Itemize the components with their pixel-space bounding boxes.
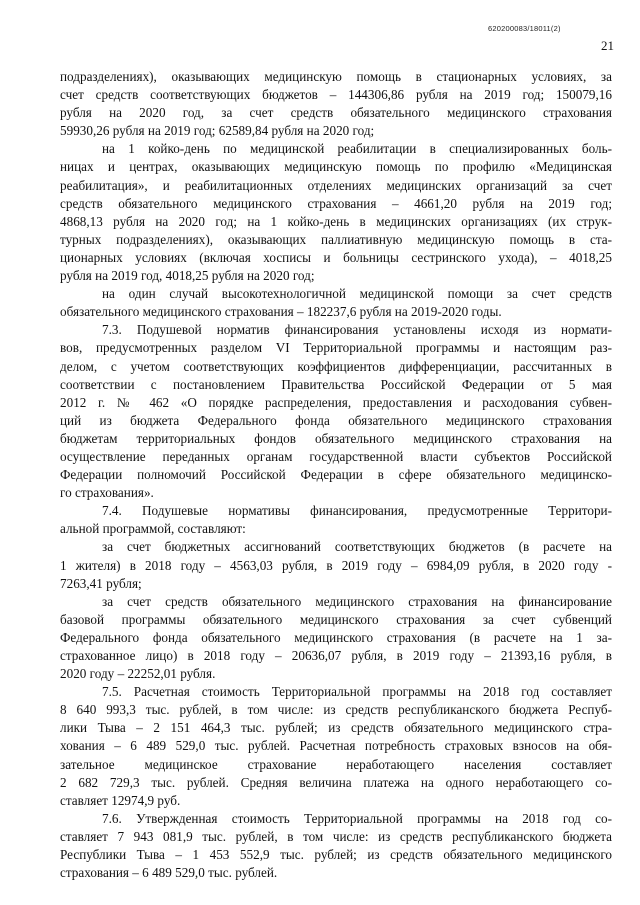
text-line: на 1 койко-день по медицинской реабилитации в специализированных боль- (102, 141, 612, 157)
text-line: го страхования». (60, 485, 154, 501)
text-line: 2020 году – 22252,01 рубля. (60, 666, 216, 682)
text-line: страхования – 6 489 529,0 тыс. рублей. (60, 865, 278, 881)
text-line: на один случай высокотехнологичной медицинской помощи за счет средств (102, 286, 612, 302)
text-line: реабилитация», и реабилитационных отделениях медицинских организаций за счет (60, 177, 612, 193)
text-line: 7.3. Подушевой норматив финансирования установлены исходя из нормати- (102, 322, 612, 338)
text-line: 4868,13 рубля на 2020 год; на 1 койко-день в медицинских организациях (их струк- (60, 213, 612, 229)
text-line: 7.4. Подушевые нормативы финансирования, предусмотренные Территори- (102, 503, 612, 519)
text-line: средств обязательного медицинского страхования – 4661,20 рубля на 2019 год; (60, 195, 612, 211)
text-line: 7263,41 рубля; (60, 575, 142, 591)
text-line: ционарных условиях (включая хосписы и больницы сестринского ухода), – 4018,25 (60, 249, 612, 265)
page-number: 21 (601, 38, 614, 53)
text-line: зательное медицинское страхование неработающего населения составляет (60, 756, 612, 772)
text-line: бюджетам территориальных фондов обязательного медицинского страхования на (60, 430, 612, 446)
text-line: страхованное лицо) в 2018 году – 20636,07 рубля, в 2019 году – 21393,16 рубля, в (60, 648, 612, 663)
text-line: 2012 г. № 462 «О порядке распределения, предоставления и расходования субвен- (60, 394, 612, 410)
text-line: ставляет 7 943 081,9 тыс. рублей, в том числе: из средств республиканского бюджета (60, 828, 612, 844)
text-line: ций из бюджета Федерального фонда обязательного медицинского страхования (60, 412, 612, 428)
text-line: Федерального фонда обязательного медицинского страхования (в расчете на 1 за- (60, 629, 612, 645)
text-line: хования – 6 489 529,0 тыс. рублей. Расчетная потребность страховых взносов на обя- (60, 738, 612, 754)
text-line: Республики Тыва – 1 453 552,9 тыс. рублей; из средств обязательного медицинского (60, 847, 612, 863)
text-line: турных подразделениях), оказывающих паллиативную медицинскую помощь в ста- (60, 231, 612, 247)
text-line: 59930,26 рубля на 2019 год; 62589,84 рубля на 2020 год; (60, 123, 375, 139)
document-id: 620200083/18011(2) (488, 24, 561, 33)
text-line: вов, предусмотренных разделом VI Территориальной программы и настоящим раз- (60, 340, 612, 356)
text-line: 2 682 729,3 тыс. рублей. Средняя величина платежа на одного неработающего со- (60, 774, 612, 790)
document-body (60, 68, 612, 882)
text-line: рубля на 2019 год, 4018,25 рубля на 2020 год; (60, 268, 315, 284)
text-line: 1 жителя) в 2018 году – 4563,03 рубля, в 2019 году – 6984,09 рубля, в 2020 году - (60, 557, 612, 573)
text-line: ницах и центрах, оказывающих медицинскую помощь по профилю «Медицинская (60, 159, 612, 175)
text-line: обязательного медицинского страхования – 182237,6 рубля на 2019-2020 годы. (60, 304, 502, 320)
text-line: 8 640 993,3 тыс. рублей, в том числе: из средств республиканского бюджета Респуб- (60, 702, 612, 718)
text-line: базовой программы обязательного медицинского страхования за счет субвенций (60, 611, 612, 627)
text-line: делом, с учетом соответствующих коэффициентов дифференциации, рассчитанных в (60, 358, 612, 374)
text-line: подразделениях), оказывающих медицинскую помощь в стационарных условиях, за (60, 69, 612, 84)
text-line: соответствии с постановлением Правительства Российской Федерации от 5 мая (60, 376, 612, 392)
text-line: Федерации полномочий Российской Федерации в сфере обязательного медицинско- (60, 467, 612, 483)
text-line: ставляет 12974,9 руб. (60, 792, 181, 808)
text-line: 7.6. Утвержденная стоимость Территориальной программы на 2018 год со- (102, 810, 612, 826)
text-line: лики Тыва – 2 151 464,3 тыс. рублей; из средств обязательного медицинского стра- (60, 720, 612, 736)
text-line: альной программой, составляют: (60, 521, 246, 537)
text-line: 7.5. Расчетная стоимость Территориальной программы на 2018 год составляет (102, 684, 612, 700)
text-line: за счет бюджетных ассигнований соответствующих бюджетов (в расчете на (102, 539, 612, 555)
text-line: за счет средств обязательного медицинского страхования на финансирование (102, 593, 612, 609)
text-line: рубля на 2020 год, за счет средств обязательного медицинского страхования (60, 105, 612, 121)
text-line: счет средств соответствующих бюджетов – 144306,86 рубля на 2019 год; 150079,16 (60, 87, 612, 103)
text-line: осуществление переданных органам государственной власти субъектов Российской (60, 448, 612, 464)
